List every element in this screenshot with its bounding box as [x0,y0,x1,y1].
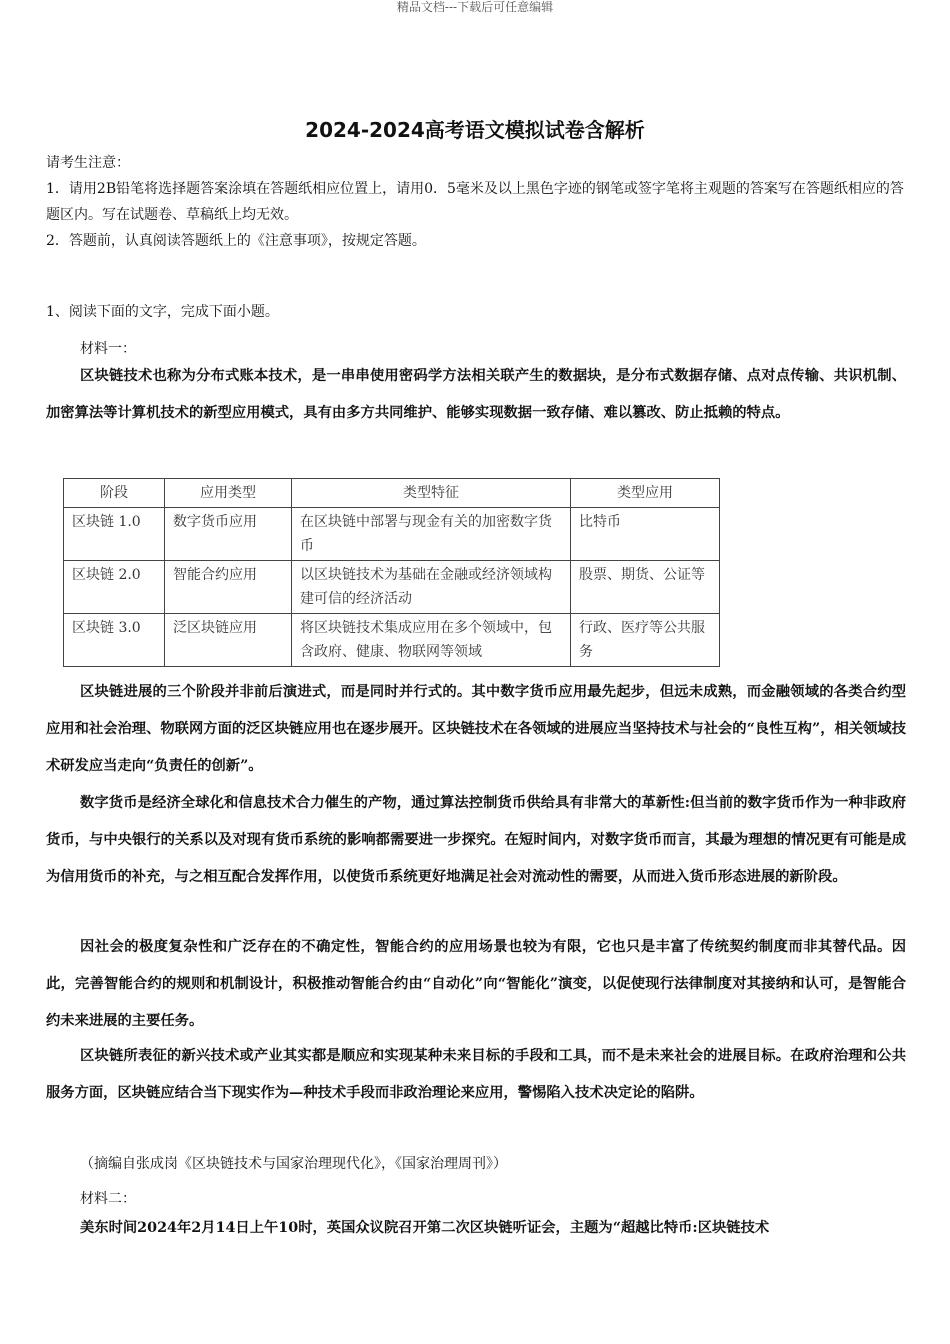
header-cell: 应用类型 [165,479,292,508]
blockchain-stage-table [63,478,720,667]
table-row [64,614,720,667]
material-1-label: 材料一： [80,341,136,357]
header-cell: 类型特征 [292,479,571,508]
material-2-paragraph-1: 美东时间2024年2月14日上午10时，英国众议院召开第二次区块链听证会，主题为“超越比特币:区块链技术 [80,1220,770,1236]
table-row [64,561,720,614]
notice-block [46,150,906,254]
material-1-intro: 区块链技术也称为分布式账本技术，是一串串使用密码学方法相关联产生的数据块，是分布式数据存储、点对点传输、共识机制、加密算法等计算机技术的新型应用模式，具有由多方共同维护、能够实现数据一致存储、难以篡改、防止抵赖的特点。 [46,368,906,421]
header-cell: 阶段 [64,479,165,508]
material-2-label: 材料二： [80,1191,136,1207]
table-cell: 区块链 2.0 [64,561,165,614]
table-cell: 将区块链技术集成应用在多个领域中，包含政府、健康、物联网等领域 [292,614,571,667]
material-1-paragraph-2: 数字货币是经济全球化和信息技术合力催生的产物，通过算法控制货币供给具有非常大的革新性:但当前的数字货币作为一种非政府货币，与中央银行的关系以及对现有货币系统的影响都需要进一步探究。在短时间内，对数字货币而言，其最为理想的情况更有可能是成为信用货币的补充，与之相互配合发挥作用，以使货币系统更好地满足社会对流动性的需要，从而进入货币形态进展的新阶段。 [46,795,906,885]
header-cell: 类型应用 [571,479,720,508]
material-1-paragraph-4: 区块链所表征的新兴技术或产业其实都是顺应和实现某种未来目标的手段和工具，而不是未来社会的进展目标。在政府治理和公共服务方面，区块链应结合当下现实作为—种技术手段而非政治理论来应用，警惕陷入技术决定论的陷阱。 [46,1048,906,1101]
notice-item-1: 1．请用2B铅笔将选择题答案涂填在答题纸相应位置上，请用0．5毫米及以上黑色字迹的钢笔或签字笔将主观题的答案写在答题纸相应的答题区内。写在试题卷、草稿纸上均无效。 [46,181,904,223]
table-header-row [64,479,720,508]
table-cell: 区块链 3.0 [64,614,165,667]
table-cell: 区块链 1.0 [64,508,165,561]
table-cell: 数字货币应用 [165,508,292,561]
document-title: 2024-2024高考语文模拟试卷含解析 [305,118,645,142]
material-1-paragraph-1: 区块链进展的三个阶段并非前后演进式，而是同时并行式的。其中数字货币应用最先起步，但远未成熟，而金融领域的各类合约型应用和社会治理、物联网方面的泛区块链应用也在逐步展开。区块链技术在各领域的进展应当坚持技术与社会的“良性互构”，相关领域技术研发应当走向“负责任的创新”。 [46,684,906,774]
page-header: 精品文档---下载后可任意编辑 [396,0,554,14]
notice-item-2: 2．答题前，认真阅读答题纸上的《注意事项》，按规定答题。 [46,233,426,249]
question-stem: 1、阅读下面的文字，完成下面小题。 [46,304,279,320]
table-cell: 以区块链技术为基础在金融或经济领域构建可信的经济活动 [292,561,571,614]
table-cell: 股票、期货、公证等 [571,561,720,614]
table-cell: 智能合约应用 [165,561,292,614]
table-row [64,508,720,561]
table-cell: 泛区块链应用 [165,614,292,667]
material-1-paragraph-3: 因社会的极度复杂性和广泛存在的不确定性，智能合约的应用场景也较为有限，它也只是丰富了传统契约制度而非其替代品。因此，完善智能合约的规则和机制设计，积极推动智能合约由“自动化”向“智能化”演变，以促使现行法律制度对其接纳和认可，是智能合约未来进展的主要任务。 [46,939,906,1029]
table-cell: 行政、医疗等公共服务 [571,614,720,667]
table-cell: 比特币 [571,508,720,561]
table-cell: 在区块链中部署与现金有关的加密数字货币 [292,508,571,561]
notice-heading: 请考生注意： [46,155,130,171]
material-1-source: （摘编自张成岗《区块链技术与国家治理现代化》，《国家治理周刊》） [80,1156,507,1172]
